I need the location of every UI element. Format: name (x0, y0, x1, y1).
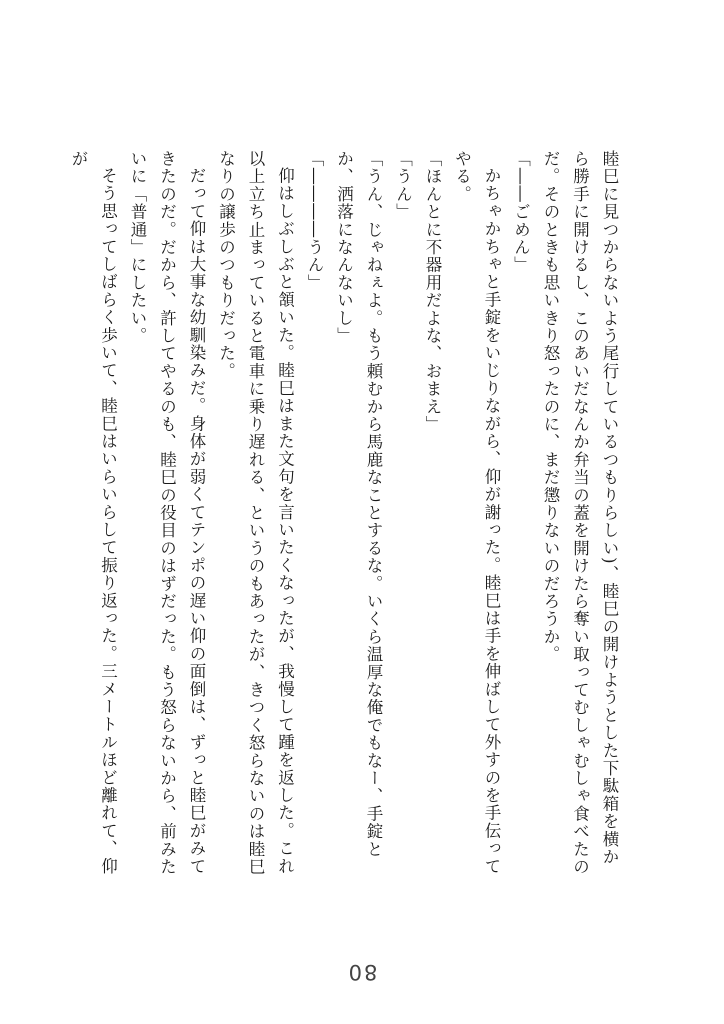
page-number: 80 (346, 960, 378, 984)
paragraph-6: 「うん、じゃねぇよ。もう頼むから馬鹿なことするな。いくら温厚な俺でもなー、手錠とか、洒落になんないし」 (334, 150, 383, 858)
paragraph-5: 「うん」 (393, 150, 413, 221)
paragraph-4: 「ほんとに不器用だよな、おまえ」 (423, 150, 442, 434)
paragraph-10: そう思ってしばらく歩いて、睦巳はいらいらして振り返った。三メートルほど離れて、仰が (69, 150, 118, 875)
paragraph-3: かちゃかちゃと手錠をいじりながら、仰が謝った。睦巳は手を伸ばして外すのを手伝ってやる。 (452, 150, 501, 875)
paragraph-8: 仰はしぶしぶと頷いた。睦巳はまた文句を言いたくなったが、我慢して踵を返した。これ以上立ち止まっていると電車に乗り遅れる、というのもあったが、きつく怒らないのは睦巳なりの譲歩のつもりだった。 (216, 150, 295, 876)
paragraph-2: 「――ごめん」 (511, 150, 531, 274)
paragraph-1: 睦巳に見つからないよう尾行しているつもりらしい)、睦巳の開けようとした下駄箱を横から勝手に開けるし、このあいだなんか弁当の蓋を開けたら奪い取ってむしゃむしゃ食べたのだ。そのときも思いきり怒ったのに、まだ懲りないのだろうか。 (541, 150, 619, 876)
paragraph-7: 「――――うん」 (305, 150, 324, 292)
paragraph-9: だって仰は大事な幼馴染みだ。身体が弱くてテンポの遅い仰の面倒は、ずっと睦巳がみてきたのだ。だから、許してやるのも、睦巳の役目のはずだった。もう怒らないから、前みたいに「普通」にしたい。 (128, 150, 206, 876)
vertical-text-body (69, 150, 624, 880)
